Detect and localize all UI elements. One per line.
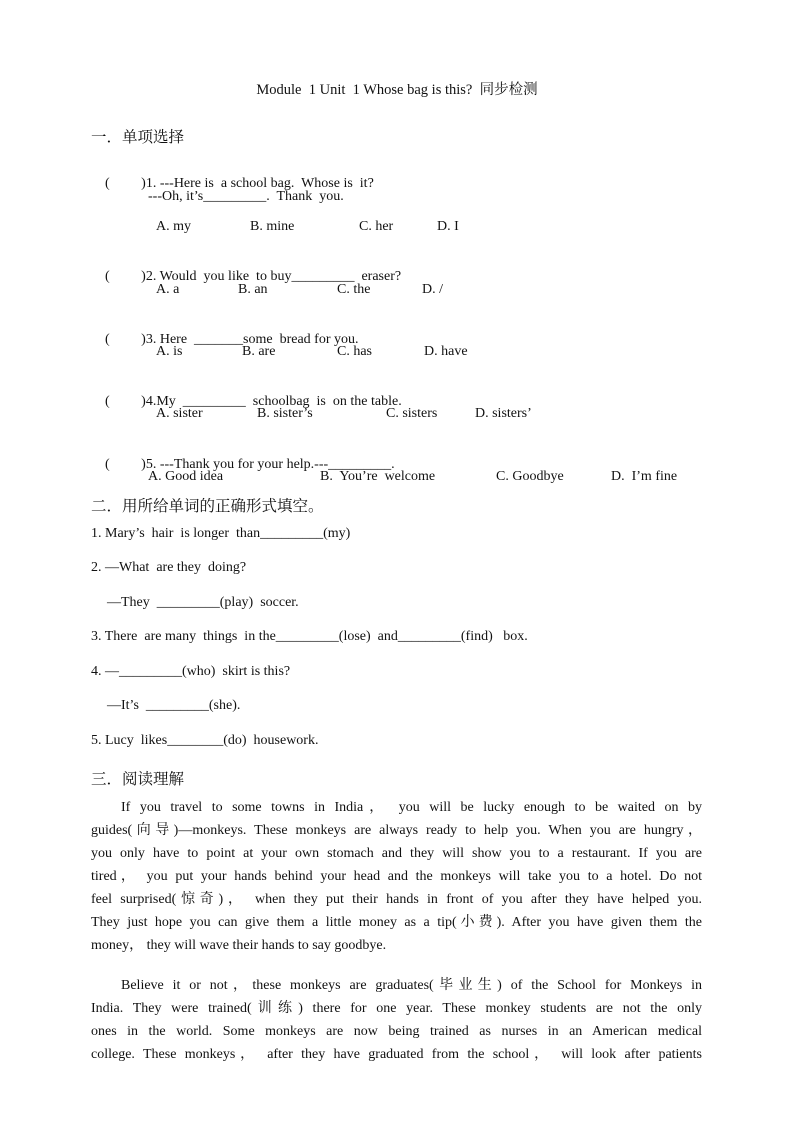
fill-in-line-2: 2. —What are they doing? [91,560,247,575]
option-b: B. an [238,282,268,297]
option-c: C. Goodbye [496,469,564,484]
option-d: D. I’m fine [611,469,678,484]
question-2-options [0,282,794,300]
option-a: A. Good idea [148,469,224,484]
paragraph-line: tired， you put your hands behind your head and the monkeys will take you to a hotel. Do not [91,869,702,884]
option-d: D. have [424,344,468,359]
paragraph-line: feel surprised(惊奇)， when they put their hands in front of you after they have helped you. [91,892,702,907]
reading-paragraph-1 [91,796,702,957]
paragraph-line: ones in the world. Some monkeys are now being trained as nurses in an American medical [91,1024,702,1039]
option-a: A. my [156,219,191,234]
paragraph-line: you only have to point at your own stomach and they will show you to a restaurant. If you are [91,846,702,861]
question-3-options [0,344,794,362]
option-b: B. You’re welcome [320,469,436,484]
question-1-sub: ---Oh, it’s_________. Thank you. [148,189,344,204]
question-prefix: ( )2. [105,269,160,284]
option-c: C. her [359,219,394,234]
option-c: C. the [337,282,371,297]
fill-in-line-3: 3. There are many things in the_________(lose) and_________(find) box. [91,629,528,644]
fill-in-line-4: 4. —_________(who) skirt is this? [91,664,291,679]
question-text: ---Thank you for your help.---_________. [159,457,395,472]
option-a: A. sister [156,406,203,421]
paragraph-line: If you travel to some towns in India， you will be lucky enough to be waited on by [121,800,702,815]
question-text: Here _______some bread for you. [159,332,359,347]
paragraph-line: Believe it or not，these monkeys are graduates(毕业生) of the School for Monkeys in [121,978,702,993]
question-prefix: ( )5. [105,457,160,472]
question-text: Would you like to buy_________ eraser? [159,269,402,284]
question-prefix: ( )4. [105,394,157,409]
fill-in-line-4b: —It’s _________(she). [107,698,241,713]
fill-in-line-1: 1. Mary’s hair is longer than_________(my) [91,526,351,541]
paragraph-line: guides(向导)—monkeys. These monkeys are always ready to help you. When you are hungry， [91,823,702,838]
fill-in-line-5: 5. Lucy likes________(do) housework. [91,733,319,748]
paragraph-line: college. These monkeys， after they have graduated from the school， will look after patients [91,1047,702,1062]
paragraph-line: money， they will wave their hands to say goodbye. [91,938,387,953]
fill-in-line-2b: —They _________(play) soccer. [107,595,299,610]
section-3-heading: 三．阅读理解 [91,771,185,788]
option-a: A. is [156,344,183,359]
question-text: My _________ schoolbag is on the table. [156,394,402,409]
section-1-heading: 一．单项选择 [91,129,185,146]
option-b: B. are [242,344,276,359]
option-b: B. sister’s [257,406,313,421]
page-title: Module 1 Unit 1 Whose bag is this? 同步检测 [256,82,538,98]
section-2-heading: 二．用所给单词的正确形式填空。 [91,498,324,515]
reading-paragraph-2 [91,974,702,1066]
option-d: D. / [422,282,443,297]
option-d: D. sisters’ [475,406,532,421]
paragraph-line: They just hope you can give them a little money as a tip(小费). After you have given them the [91,915,702,930]
option-a: A. a [156,282,180,297]
option-d: D. I [437,219,459,234]
paragraph-line: India. They were trained(训练) there for one year. These monkey students are not the only [91,1001,702,1016]
question-4-options [0,406,794,424]
question-prefix: ( )3. [105,332,160,347]
question-prefix: ( )1. [105,176,160,191]
question-1-options [0,219,794,237]
option-c: C. has [337,344,372,359]
option-c: C. sisters [386,406,438,421]
question-5-options [0,469,794,487]
option-b: B. mine [250,219,295,234]
question-text: ---Here is a school bag. Whose is it? [159,176,374,191]
